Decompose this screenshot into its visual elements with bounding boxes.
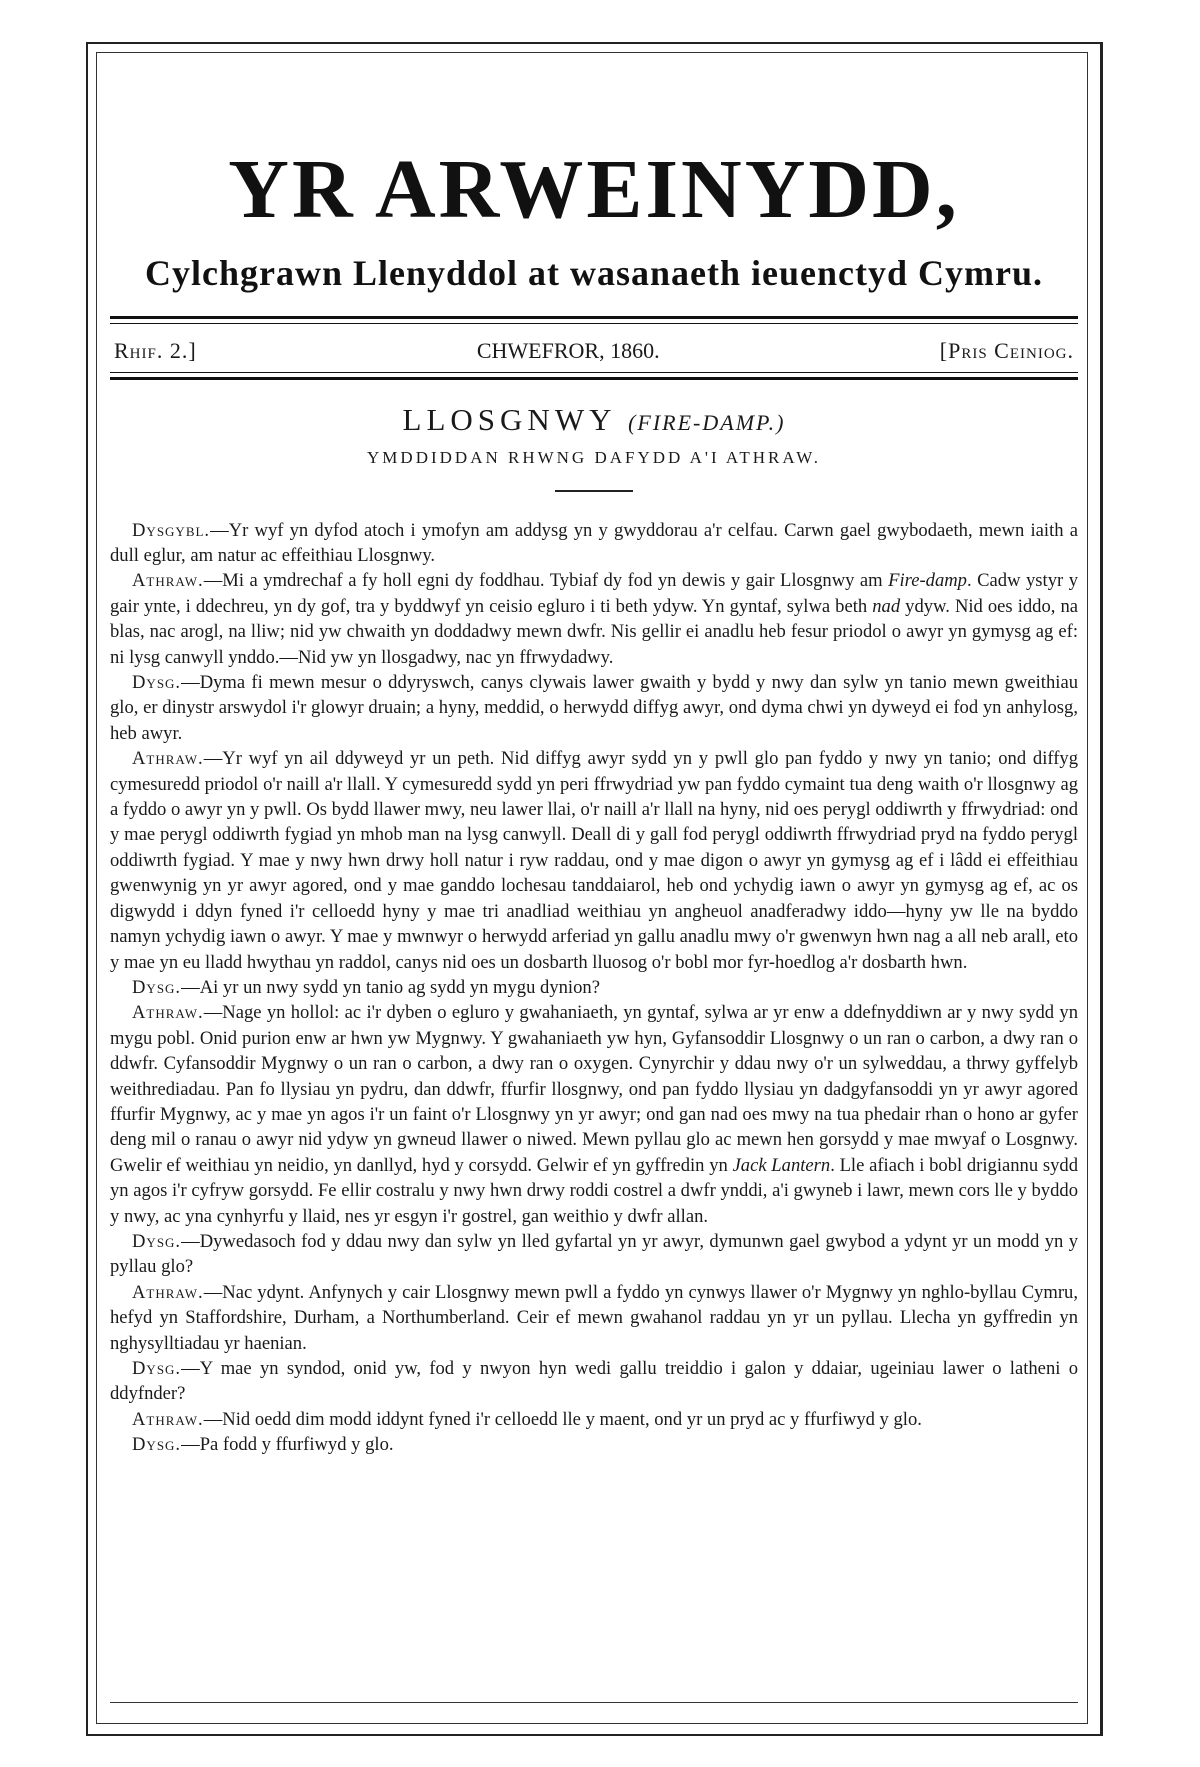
speaker-label: Dysg. [132,672,182,694]
dialogue-paragraph [110,518,1078,569]
paragraph-emphasis: Fire-damp [888,570,967,592]
paragraph-text: —Nac ydynt. Anfynych y cair Llosgnwy mewn pwll a fyddo yn cynwys llawer o'r Mygnwy yn nghlo-byllau Cymru, hefyd yn Staffordshire, Durham, a Northumberland. Ceir ef mewn gwahanol raddau yn yr un pyllau. Llecha yn gyffredin yn nghysylltiadau yr haenian. [110,1281,1078,1354]
paragraph-emphasis: Jack Lantern [732,1154,831,1176]
paragraph-text: ydyw. Nid oes iddo, na blas, nac arogl, na lliw; nid yw chwaith yn doddadwy mewn dwfr. Nis gellir ei anadlu heb fesur priodol o awyr yn gymysg ag ef: ni lysg canwyll ynddo.—Nid yw yn llosgadwy, nac yn ffrwydadwy. [110,595,1078,668]
masthead-subtitle: Cylchgrawn Llenyddol at wasanaeth ieuenctyd Cymru. [144,253,1044,293]
paragraph-text: —Y mae yn syndod, onid yw, fod y nwyon hyn wedi gallu treiddio i galon y ddaiar, ugeiniau lawer o latheni o ddyfnder? [110,1358,1078,1405]
paragraph-text: —Dywedasoch fod y ddau nwy dan sylw yn lled gyfartal yn yr awyr, dymunwn gael gwybod a ydynt yr un modd yn y pyllau glo? [110,1230,1078,1278]
speaker-label: Dysg. [132,976,182,998]
paragraph-text: —Yr wyf yn ail ddyweyd yr un peth. Nid diffyg awyr sydd yn y pwll glo pan fyddo y nwy yn tanio; ond diffyg cymesuredd priodol o'r naill a'r llall. Y cymesuredd sydd yn peri ffrwydriad yw pan fyddo cymaint tua deng waith o'r llosgnwy ag a fyddo o awyr yn y pwll. Os bydd llawer mwy, neu lawer llai, o'r naill a'r llall na hyny, nid oes perygl oddiwrth y ffrwydriad: ond y mae perygl oddiwrth fygiad yn mhob man na lysg canwyll. Deall di y gall fod perygl oddiwrth ffrwydriad pryd na fyddo perygl oddiwrth fygiad. Y mae y nwy hwn drwy holl natur i ryw raddau, ond y mae digon o awyr yn gymysg ag ef i lâdd ei effeithiau gwenwynig yn yr awyr agored, ond y mae ganddo lochesau tanddaiarol, heb ond ychydig iawn o awyr yn gymysg ag ef, ac os digwydd i ddyn fyned i'r celloedd hyny y mae tri anadliad weithiau yn angheuol anadferadwy iddo—hyny yw lle na byddo namyn ychydig iawn o awyr. Y mae y mwnwyr o herwydd arferiad yn gallu anadlu mwy o'r gwenwyn hwn nag a all neb arall, eto y mae yn eu lladd hwythau yn raddol, canys nid oes un dosbarth lluosog o'r bobl mor fyr-hoedlog a'r dosbarth hwn. [110,748,1078,973]
paragraph-text: —Yr wyf yn dyfod atoch i ymofyn am addysg yn y gwyddorau a'r celfau. Carwn gael gwybodaeth, mewn iaith a dull eglur, am natur ac effeithiau Llosgnwy. [110,519,1078,566]
paragraph-text: —Nid oedd dim modd iddynt fyned i'r celloedd lle y maent, ond yr un pryd ac y ffurfiwyd y glo. [203,1408,922,1430]
paragraph-text: —Pa fodd y ffurfiwyd y glo. [181,1434,394,1456]
issue-info-bar [110,324,1078,372]
paragraph-text: . Lle afiach i bobl drigiannu sydd yn agos i'r cyfryw gorsydd. Fe ellir costralu y nwy hwn drwy roddi costrel a dwfr ynddi, a'i gwyneb i lawr, mewn cors lle y byddo y nwy, ac yna cynhyrfu y llaid, nes yr esgyn i'r gostrel, gan weithio y dwfr allan. [110,1154,1079,1227]
article-subtitle: YMDDIDDAN RHWNG DAFYDD A'I ATHRAW. [367,447,821,467]
speaker-label: Athraw. [132,570,204,592]
header-rule-top [110,316,1078,324]
paragraph-text: . Cadw ystyr y gair ynte, i ddechreu, yn dy gof, tra y byddwyf yn ceisio egluro i ti beth ydyw. Yn gyntaf, sylwa beth [110,570,1078,617]
dialogue-paragraph [110,1280,1078,1356]
article-title-note: (FIRE-DAMP.) [628,409,786,435]
dialogue-paragraph [110,975,1078,1000]
speaker-label: Dysg. [132,1230,182,1252]
dialogue-paragraph [110,1356,1078,1407]
newspaper-page [110,60,1078,1458]
speaker-label: Athraw. [132,748,204,770]
header-rule-bottom [110,372,1078,380]
speaker-label: Dysgybl. [132,519,211,541]
dialogue-paragraph [110,1407,1078,1432]
speaker-label: Athraw. [132,1002,204,1024]
speaker-label: Athraw. [132,1408,204,1430]
dialogue-paragraph [110,1229,1078,1280]
article-body [110,518,1078,1458]
issue-number: Rhif. 2.] [114,337,197,363]
article-title-main: LLOSGNWY [402,401,616,437]
dialogue-paragraph [110,1000,1078,1229]
paragraph-emphasis: nad [872,595,901,617]
speaker-label: Dysg. [132,1434,182,1456]
issue-date: CHWEFROR, 1860. [476,337,660,363]
paragraph-text: —Ai yr un nwy sydd yn tanio ag sydd yn mygu dynion? [181,976,600,998]
section-divider [555,490,633,492]
speaker-label: Athraw. [132,1281,204,1303]
paragraph-text: —Mi a ymdrechaf a fy holl egni dy foddhau. Tybiaf dy fod yn dewis y gair Llosgnwy am [203,570,889,592]
dialogue-paragraph [110,1432,1078,1457]
paragraph-text: —Nage yn hollol: ac i'r dyben o egluro y gwahaniaeth, yn gyntaf, sylwa ar yr enw a ddefnyddiwn ar y nwy sydd yn mygu pobl. Onid purion enw ar hwn yw Mygnwy. Y gwahaniaeth yw hyn, Gyfansoddir Llosgnwy o un ran o carbon, a dwy ran o ddwfr. Cyfansoddir Mygnwy o un ran o carbon, a dwy ran o oxygen. Cynyrchir y ddau nwy o'r un sylweddau, a thrwy gyffelyb weithrediadau. Pan fo llysiau yn pydru, dan ddwfr, ffurfir llosgnwy, ond pan fyddo llysiau yn dadgyfansoddi yn yr awyr agored ffurfir Mygnwy, ac y mae yn agos i'r un faint o'r Llosgnwy yn yr awyr; ond gan nad oes mwy na tua phedair rhan o hono ar gyfer deng mil o ranau o awyr nid ydyw yn gwneud llawer o niwed. Mewn pyllau glo ac mewn hen gorsydd y mae mwyaf o Losgnwy. Gwelir ef weithiau yn neidio, yn danllyd, hyd y corsydd. Gelwir ef yn gyffredin yn [110,1002,1078,1176]
issue-price: [Pris Ceiniog. [939,337,1074,363]
speaker-label: Dysg. [132,1358,182,1379]
page-bottom-rule [110,1702,1078,1703]
dialogue-paragraph [110,670,1078,746]
dialogue-paragraph [110,746,1078,975]
article-title [110,402,1078,438]
dialogue-paragraph [110,568,1078,670]
masthead-title: YR ARWEINYDD, [228,143,960,236]
paragraph-text: —Dyma fi mewn mesur o ddyryswch, canys clywais lawer gwaith y bydd y nwy dan sylw yn tanio mewn gweithiau glo, er dinystr arswydol i'r glowyr druain; a hyny, meddid, o herwydd diffyg awyr, ond dyma chwi yn dyweyd ei fod yn anhylosg, heb awyr. [110,672,1078,744]
